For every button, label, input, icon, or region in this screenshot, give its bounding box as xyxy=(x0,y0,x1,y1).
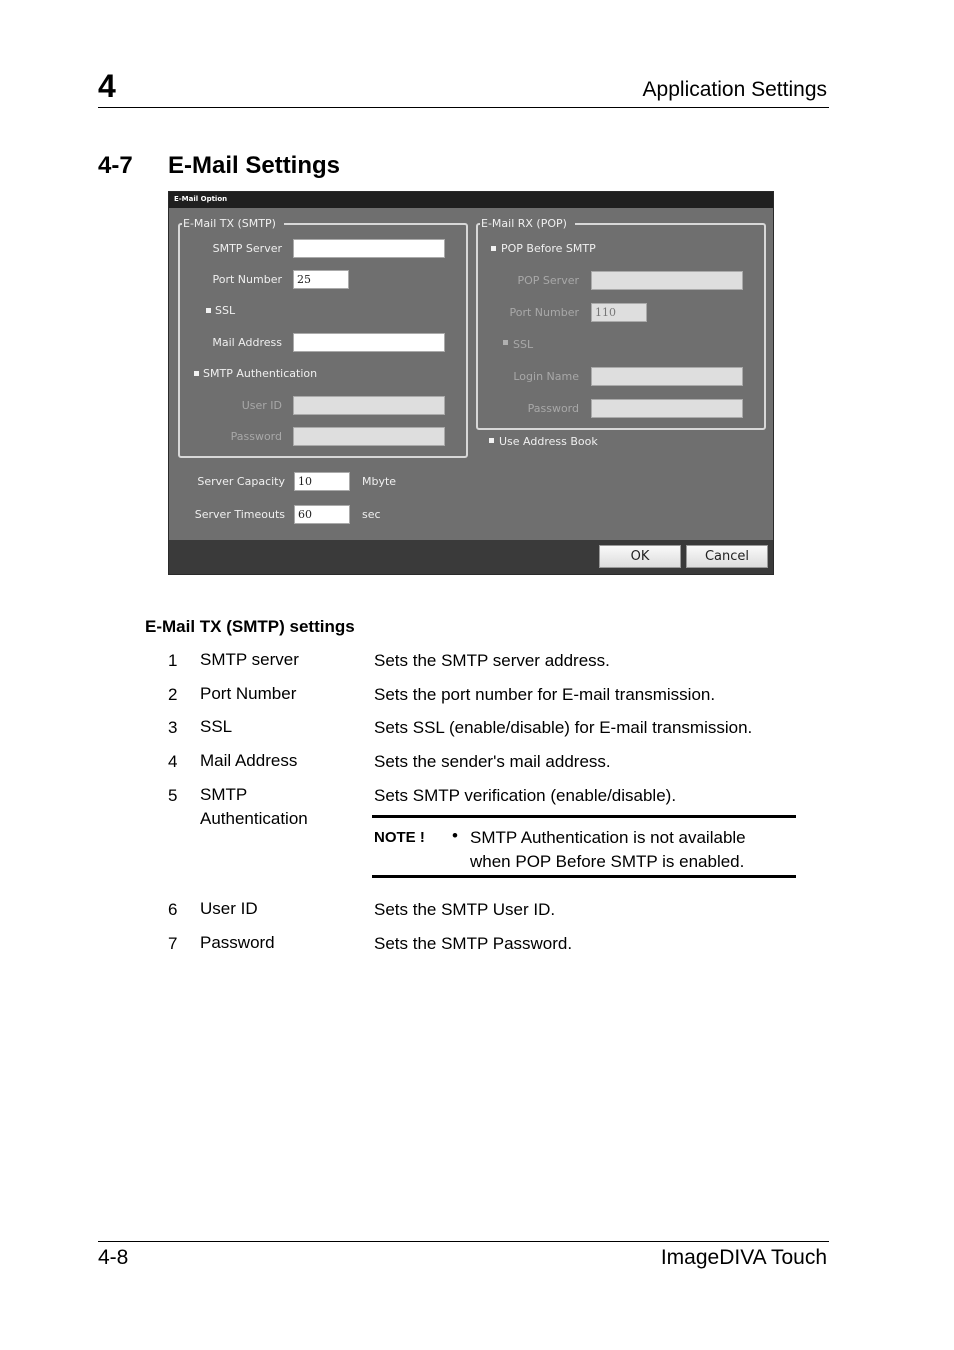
row-description: Sets the SMTP User ID. xyxy=(374,900,556,919)
row-number: 1 xyxy=(168,651,178,670)
row-term: User ID xyxy=(200,899,258,918)
row-number: 6 xyxy=(168,900,178,919)
dialog-footer xyxy=(169,540,773,574)
server-timeouts-label: Server Timeouts xyxy=(194,508,285,521)
row-term: Port Number xyxy=(200,684,297,703)
header-rule xyxy=(98,107,829,108)
password-label: Password xyxy=(230,430,282,443)
pop-ssl-checkbox[interactable] xyxy=(503,340,508,345)
row-number: 5 xyxy=(168,786,178,805)
port-number-label: Port Number xyxy=(212,273,282,286)
smtp-server-input[interactable] xyxy=(293,239,445,258)
user-id-label: User ID xyxy=(241,399,282,412)
login-name-input[interactable] xyxy=(591,367,743,386)
row-term: Password xyxy=(200,933,275,952)
use-address-book-label: Use Address Book xyxy=(499,435,598,448)
row-description: Sets the SMTP Password. xyxy=(374,934,573,953)
mail-address-label: Mail Address xyxy=(212,336,282,349)
pop-port-number-label: Port Number xyxy=(509,306,579,319)
ssl-checkbox[interactable] xyxy=(206,308,211,313)
note-bullet: • xyxy=(452,826,458,845)
pop-server-input[interactable] xyxy=(591,271,743,290)
row-number: 2 xyxy=(168,685,178,704)
ssl-label: SSL xyxy=(215,304,236,317)
smtp-server-label: SMTP Server xyxy=(212,242,282,255)
row-term: SMTP Authentication xyxy=(200,785,308,828)
row-description: Sets the port number for E-mail transmission. xyxy=(374,685,716,704)
pop-before-smtp-label: POP Before SMTP xyxy=(501,242,596,255)
server-capacity-input[interactable] xyxy=(294,472,350,491)
pop-password-input[interactable] xyxy=(591,399,743,418)
pop-group-legend: E-Mail RX (POP) xyxy=(480,217,575,231)
pop-server-label: POP Server xyxy=(517,274,579,287)
page-number: 4-8 xyxy=(98,1246,129,1269)
row-number: 4 xyxy=(168,752,178,771)
note-label: NOTE ! xyxy=(374,829,425,846)
cancel-button[interactable]: Cancel xyxy=(686,545,768,568)
row-description: Sets the SMTP server address. xyxy=(374,651,610,670)
pop-password-label: Password xyxy=(527,402,579,415)
use-address-book-checkbox[interactable] xyxy=(489,438,494,443)
note-top-rule xyxy=(372,815,796,818)
user-id-input[interactable] xyxy=(293,396,445,415)
pop-before-smtp-checkbox[interactable] xyxy=(491,246,496,251)
dialog-title: E-Mail Option xyxy=(174,195,228,203)
row-term: SSL xyxy=(200,717,233,736)
row-number: 7 xyxy=(168,934,178,953)
section-number: 4-7 xyxy=(98,152,133,179)
row-term: SMTP server xyxy=(200,650,299,669)
server-capacity-unit: Mbyte xyxy=(362,475,397,488)
row-description: Sets SSL (enable/disable) for E-mail transmission. xyxy=(374,718,753,737)
dialog-titlebar xyxy=(169,192,773,208)
password-input[interactable] xyxy=(293,427,445,446)
settings-heading: E-Mail TX (SMTP) settings xyxy=(145,617,355,636)
row-number: 3 xyxy=(168,718,178,737)
mail-address-input[interactable] xyxy=(293,333,445,352)
note-bottom-rule xyxy=(372,875,796,878)
note-text: SMTP Authentication is not available when POP Before SMTP is enabled. xyxy=(470,828,746,871)
server-timeouts-input[interactable] xyxy=(294,505,350,524)
smtp-group-legend: E-Mail TX (SMTP) xyxy=(182,217,284,231)
port-number-input[interactable] xyxy=(293,270,349,289)
smtp-authentication-checkbox[interactable] xyxy=(194,371,199,376)
row-term: Mail Address xyxy=(200,751,298,770)
chapter-title: Application Settings xyxy=(642,78,827,101)
ok-button[interactable]: OK xyxy=(599,545,681,568)
server-capacity-label: Server Capacity xyxy=(197,475,285,488)
login-name-label: Login Name xyxy=(513,370,579,383)
pop-port-number-input[interactable] xyxy=(591,303,647,322)
footer-rule xyxy=(98,1241,829,1242)
row-description: Sets the sender's mail address. xyxy=(374,752,611,771)
section-title: E-Mail Settings xyxy=(168,152,341,179)
chapter-number: 4 xyxy=(98,68,116,104)
smtp-authentication-label: SMTP Authentication xyxy=(203,367,318,380)
product-name: ImageDIVA Touch xyxy=(660,1246,827,1269)
email-option-dialog xyxy=(168,191,774,575)
pop-ssl-label: SSL xyxy=(513,338,534,351)
server-timeouts-unit: sec xyxy=(362,508,381,521)
row-description: Sets SMTP verification (enable/disable). xyxy=(374,786,677,805)
